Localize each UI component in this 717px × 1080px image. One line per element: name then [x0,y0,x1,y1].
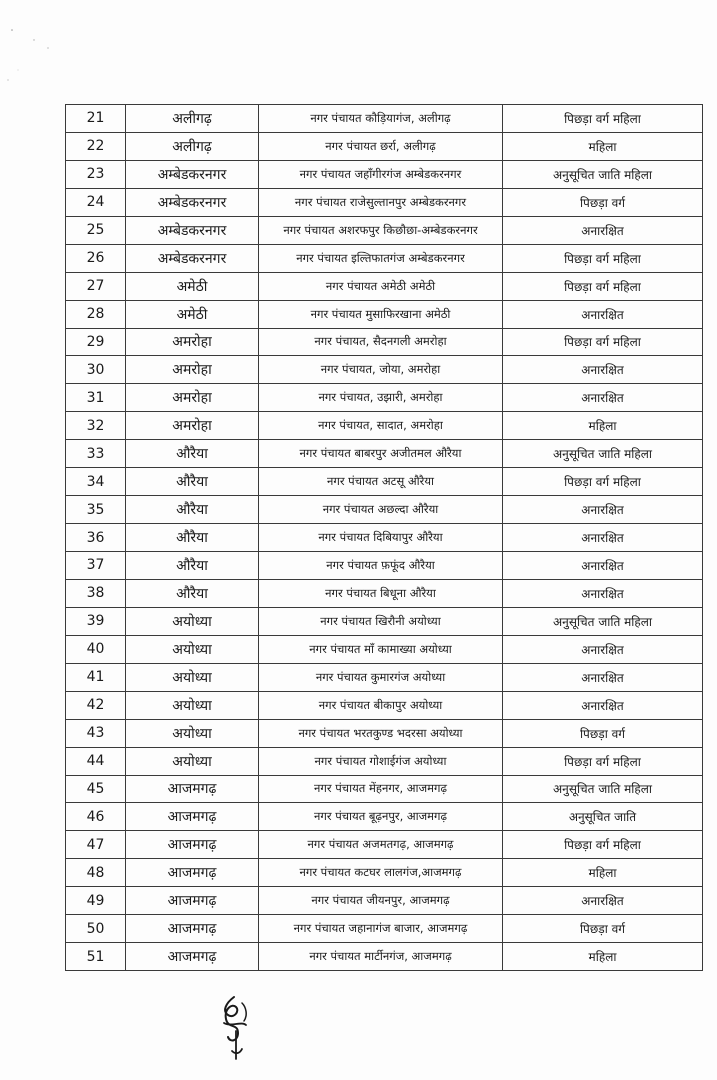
nagar-panchayat-cell: नगर पंचायत माँ कामाख्या अयोध्या [259,635,503,663]
reservation-category-cell: पिछड़ा वर्ग महिला [503,105,703,133]
serial-number-cell: 37 [66,552,126,580]
reservation-category-cell: अनारक्षित [503,496,703,524]
table-row [66,775,703,803]
table-row [66,105,703,133]
reservation-category-cell: अनारक्षित [503,635,703,663]
reservation-category-cell: अनुसूचित जाति महिला [503,775,703,803]
serial-number-cell: 22 [66,132,126,160]
district-cell: अयोध्या [126,635,259,663]
nagar-panchayat-cell: नगर पंचायत बिधूना औरैया [259,579,503,607]
table-row [66,859,703,887]
serial-number-cell: 25 [66,216,126,244]
nagar-panchayat-cell: नगर पंचायत मुसाफिरखाना अमेठी [259,300,503,328]
table-row [66,356,703,384]
serial-number-cell: 23 [66,160,126,188]
reservation-category-cell: अनारक्षित [503,384,703,412]
table-row [66,915,703,943]
table-row [66,552,703,580]
table-row [66,384,703,412]
nagar-panchayat-cell: नगर पंचायत कटघर लालगंज,आजमगढ़ [259,859,503,887]
table-row [66,719,703,747]
district-cell: औरैया [126,496,259,524]
reservation-category-cell: अनुसूचित जाति महिला [503,160,703,188]
district-cell: अयोध्या [126,747,259,775]
reservation-category-cell: अनुसूचित जाति महिला [503,440,703,468]
table-row [66,831,703,859]
serial-number-cell: 47 [66,831,126,859]
table-row [66,496,703,524]
district-cell: अमरोहा [126,412,259,440]
serial-number-cell: 50 [66,915,126,943]
serial-number-cell: 28 [66,300,126,328]
reservation-table [65,104,703,971]
table-row [66,132,703,160]
district-cell: अलीगढ़ [126,105,259,133]
district-cell: अमरोहा [126,328,259,356]
nagar-panchayat-cell: नगर पंचायत गोशाईगंज अयोध्या [259,747,503,775]
district-cell: अयोध्या [126,663,259,691]
nagar-panchayat-cell: नगर पंचायत, सैदनगली अमरोहा [259,328,503,356]
table-row [66,244,703,272]
serial-number-cell: 45 [66,775,126,803]
district-cell: आजमगढ़ [126,943,259,971]
nagar-panchayat-cell: नगर पंचायत राजेसुल्तानपुर अम्बेडकरनगर [259,188,503,216]
nagar-panchayat-cell: नगर पंचायत बूढ़नपुर, आजमगढ़ [259,803,503,831]
serial-number-cell: 39 [66,607,126,635]
district-cell: आजमगढ़ [126,859,259,887]
district-cell: औरैया [126,524,259,552]
nagar-panchayat-cell: नगर पंचायत अटसू औरैया [259,468,503,496]
nagar-panchayat-cell: नगर पंचायत, उझारी, अमरोहा [259,384,503,412]
table-row [66,300,703,328]
table-row [66,188,703,216]
district-cell: आजमगढ़ [126,887,259,915]
reservation-category-cell: अनारक्षित [503,216,703,244]
serial-number-cell: 31 [66,384,126,412]
serial-number-cell: 26 [66,244,126,272]
reservation-category-cell: पिछड़ा वर्ग [503,915,703,943]
nagar-panchayat-cell: नगर पंचायत जीयनपुर, आजमगढ़ [259,887,503,915]
district-cell: औरैया [126,468,259,496]
serial-number-cell: 33 [66,440,126,468]
reservation-category-cell: महिला [503,943,703,971]
table-row [66,635,703,663]
district-cell: आजमगढ़ [126,775,259,803]
nagar-panchayat-cell: नगर पंचायत बीकापुर अयोध्या [259,691,503,719]
reservation-category-cell: पिछड़ा वर्ग [503,188,703,216]
table-row [66,607,703,635]
serial-number-cell: 29 [66,328,126,356]
district-cell: अयोध्या [126,691,259,719]
reservation-category-cell: अनुसूचित जाति महिला [503,607,703,635]
nagar-panchayat-cell: नगर पंचायत अजमतगढ़, आजमगढ़ [259,831,503,859]
serial-number-cell: 44 [66,747,126,775]
nagar-panchayat-cell: नगर पंचायत अमेठी अमेठी [259,272,503,300]
reservation-category-cell: पिछड़ा वर्ग [503,719,703,747]
district-cell: अलीगढ़ [126,132,259,160]
nagar-panchayat-cell: नगर पंचायत दिबियापुर औरैया [259,524,503,552]
serial-number-cell: 46 [66,803,126,831]
district-cell: अमरोहा [126,384,259,412]
reservation-category-cell: अनारक्षित [503,691,703,719]
serial-number-cell: 36 [66,524,126,552]
serial-number-cell: 24 [66,188,126,216]
table-row [66,412,703,440]
table-body [66,105,703,971]
reservation-category-cell: अनारक्षित [503,579,703,607]
district-cell: अमरोहा [126,356,259,384]
serial-number-cell: 41 [66,663,126,691]
serial-number-cell: 34 [66,468,126,496]
nagar-panchayat-cell: नगर पंचायत कुमारगंज अयोध्या [259,663,503,691]
serial-number-cell: 48 [66,859,126,887]
nagar-panchayat-cell: नगर पंचायत अशरफपुर किछौछा-अम्बेडकरनगर [259,216,503,244]
reservation-category-cell: पिछड़ा वर्ग महिला [503,328,703,356]
district-cell: अम्बेडकरनगर [126,244,259,272]
table-row [66,803,703,831]
district-cell: अम्बेडकरनगर [126,188,259,216]
reservation-category-cell: महिला [503,412,703,440]
table-row [66,663,703,691]
district-cell: औरैया [126,579,259,607]
serial-number-cell: 21 [66,105,126,133]
scan-specks [0,0,120,90]
reservation-category-cell: अनारक्षित [503,552,703,580]
district-cell: अमेठी [126,272,259,300]
nagar-panchayat-cell: नगर पंचायत, जोया, अमरोहा [259,356,503,384]
table-row [66,440,703,468]
reservation-category-cell: महिला [503,132,703,160]
district-cell: अयोध्या [126,607,259,635]
nagar-panchayat-cell: नगर पंचायत भरतकुण्ड भदरसा अयोध्या [259,719,503,747]
reservation-category-cell: पिछड़ा वर्ग महिला [503,747,703,775]
reservation-category-cell: पिछड़ा वर्ग महिला [503,831,703,859]
table-row [66,579,703,607]
serial-number-cell: 51 [66,943,126,971]
reservation-category-cell: अनारक्षित [503,524,703,552]
table-row [66,943,703,971]
reservation-category-cell: महिला [503,859,703,887]
nagar-panchayat-cell: नगर पंचायत जहाँगीरगंज अम्बेडकरनगर [259,160,503,188]
serial-number-cell: 30 [66,356,126,384]
nagar-panchayat-cell: नगर पंचायत बाबरपुर अजीतमल औरैया [259,440,503,468]
district-cell: औरैया [126,440,259,468]
reservation-category-cell: अनुसूचित जाति [503,803,703,831]
reservation-category-cell: पिछड़ा वर्ग महिला [503,244,703,272]
table-row [66,524,703,552]
district-cell: आजमगढ़ [126,803,259,831]
nagar-panchayat-cell: नगर पंचायत खिरौनी अयोध्या [259,607,503,635]
serial-number-cell: 38 [66,579,126,607]
district-cell: आजमगढ़ [126,915,259,943]
reservation-category-cell: अनारक्षित [503,663,703,691]
serial-number-cell: 32 [66,412,126,440]
handwritten-signature-icon [212,993,256,1063]
reservation-category-cell: पिछड़ा वर्ग महिला [503,272,703,300]
reservation-category-cell: अनारक्षित [503,300,703,328]
reservation-category-cell: अनारक्षित [503,887,703,915]
serial-number-cell: 35 [66,496,126,524]
district-cell: अम्बेडकरनगर [126,216,259,244]
nagar-panchayat-cell: नगर पंचायत छर्रा, अलीगढ़ [259,132,503,160]
table-row [66,328,703,356]
nagar-panchayat-cell: नगर पंचायत मार्टीनगंज, आजमगढ़ [259,943,503,971]
table-row [66,887,703,915]
serial-number-cell: 27 [66,272,126,300]
serial-number-cell: 40 [66,635,126,663]
serial-number-cell: 42 [66,691,126,719]
district-cell: आजमगढ़ [126,831,259,859]
table-row [66,272,703,300]
serial-number-cell: 49 [66,887,126,915]
nagar-panchayat-cell: नगर पंचायत मेंहनगर, आजमगढ़ [259,775,503,803]
district-cell: अयोध्या [126,719,259,747]
serial-number-cell: 43 [66,719,126,747]
nagar-panchayat-cell: नगर पंचायत जहानागंज बाजार, आजमगढ़ [259,915,503,943]
nagar-panchayat-cell: नगर पंचायत अछल्दा औरैया [259,496,503,524]
nagar-panchayat-cell: नगर पंचायत, सादात, अमरोहा [259,412,503,440]
district-cell: अम्बेडकरनगर [126,160,259,188]
district-cell: औरैया [126,552,259,580]
table-row [66,691,703,719]
nagar-panchayat-cell: नगर पंचायत कौड़ियागंज, अलीगढ़ [259,105,503,133]
district-cell: अमेठी [126,300,259,328]
table-row [66,160,703,188]
table-row [66,468,703,496]
nagar-panchayat-cell: नगर पंचायत इल्तिफातगंज अम्बेडकरनगर [259,244,503,272]
reservation-category-cell: पिछड़ा वर्ग महिला [503,468,703,496]
reservation-category-cell: अनारक्षित [503,356,703,384]
table-row [66,216,703,244]
table-row [66,747,703,775]
nagar-panchayat-cell: नगर पंचायत फ़फूंद औरैया [259,552,503,580]
